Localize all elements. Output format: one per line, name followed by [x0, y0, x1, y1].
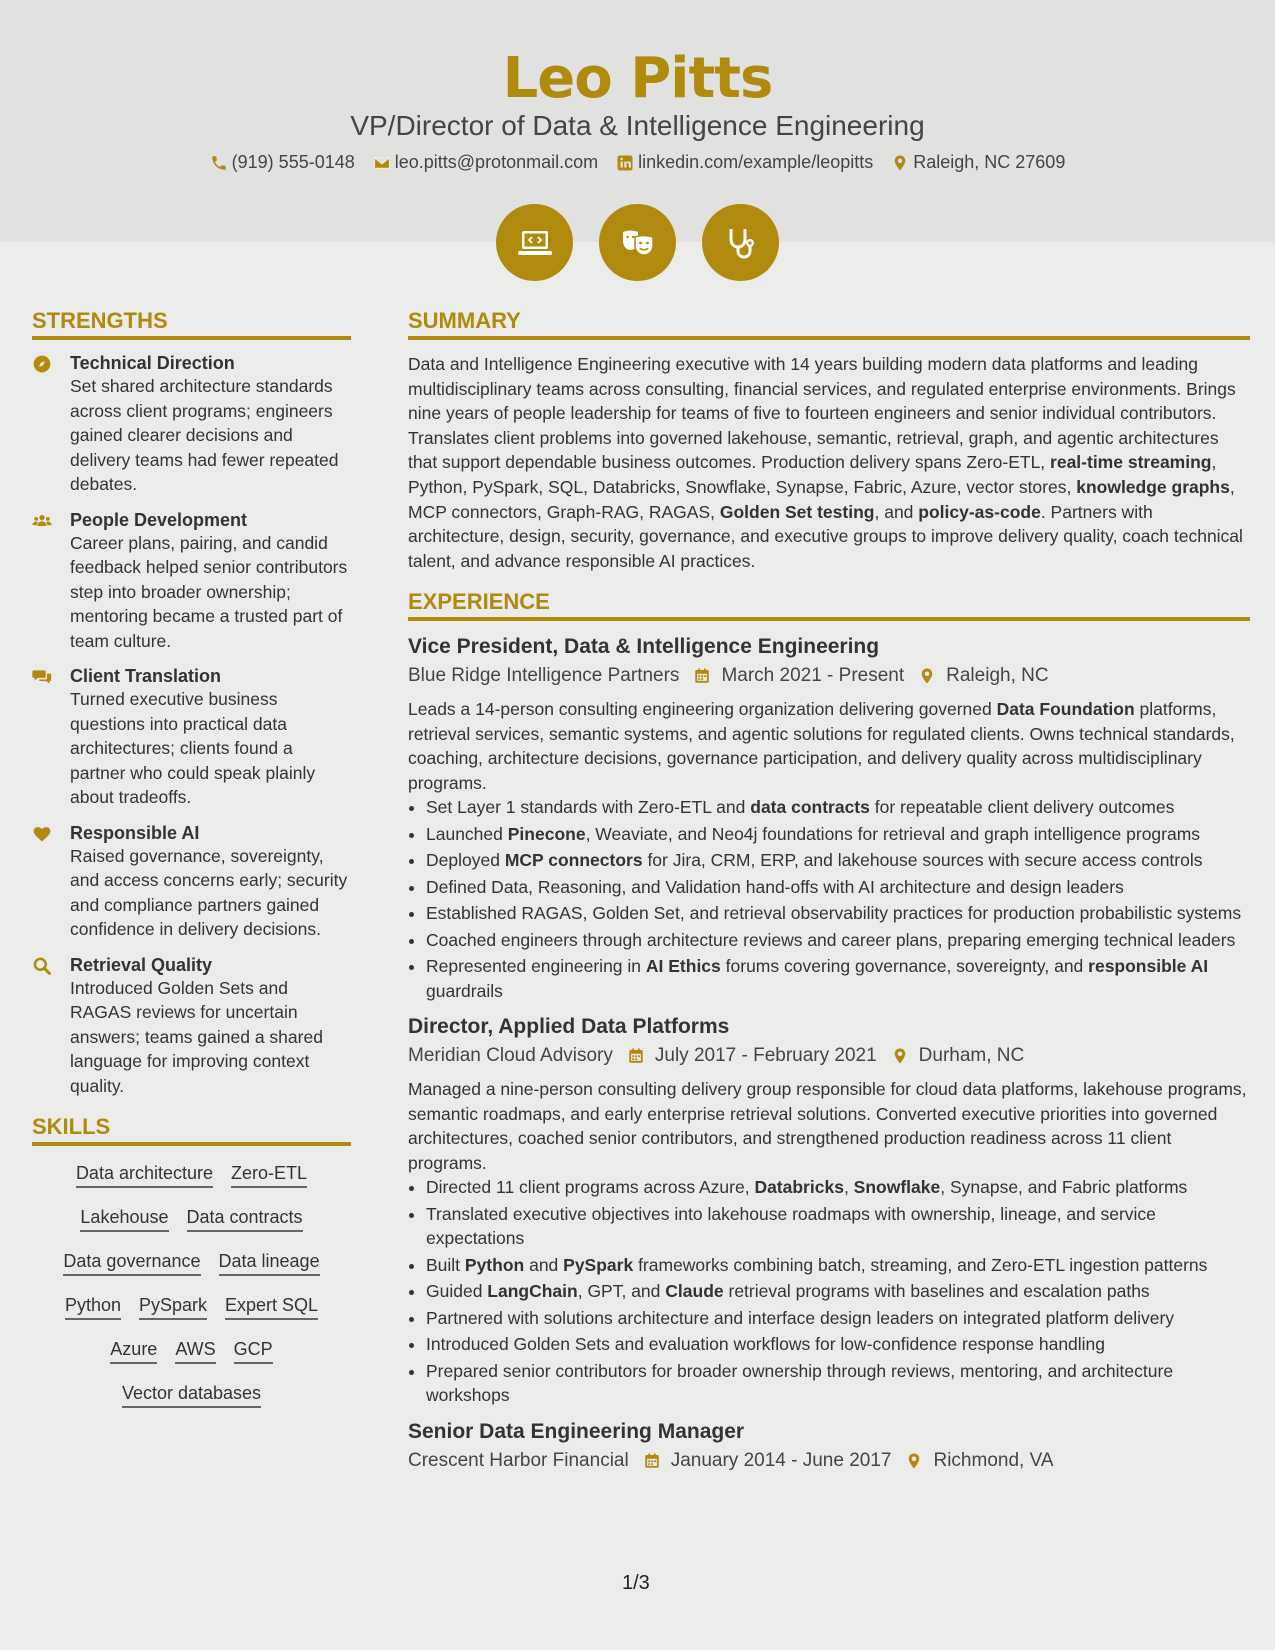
envelope-icon: [373, 154, 391, 172]
job-location: Richmond, VA: [933, 1449, 1054, 1471]
strength-item: [32, 822, 351, 942]
bullet-item: • Prepared senior contributors for broader ownership through reviews, mentoring, and architecture workshops: [426, 1359, 1250, 1408]
stethoscope-icon: [721, 223, 761, 263]
skill-tag: Vector databases: [122, 1382, 261, 1408]
bullet-item: • Introduced Golden Sets and evaluation workflows for low-confidence response handling: [426, 1332, 1250, 1357]
map-marker-icon: [891, 154, 909, 172]
experience-heading: EXPERIENCE: [408, 589, 1250, 621]
compass-icon: [32, 354, 52, 374]
summary-part: , and: [874, 501, 919, 522]
desc-bold: Data Foundation: [996, 699, 1135, 720]
contact-bar: [0, 152, 1275, 173]
job-location: Durham, NC: [918, 1045, 1025, 1067]
summary-heading: SUMMARY: [408, 308, 1250, 340]
strength-title: Client Translation: [70, 666, 222, 686]
summary-bold: Golden Set testing: [719, 501, 875, 522]
strength-desc: Set shared architecture standards across client programs; engineers gained clearer decisions and delivery teams had fewer repeated debates.: [70, 376, 339, 494]
strengths-heading: STRENGTHS: [32, 308, 351, 340]
badge-laptop: [496, 204, 573, 281]
heart-icon: [32, 824, 52, 844]
job-company: Meridian Cloud Advisory: [408, 1045, 613, 1067]
summary-part: . Partners with architecture, design, security, governance, and executive groups to improve delivery quality, coach technical talent, and advance responsible AI practices.: [408, 501, 1243, 571]
badge-masks: [599, 204, 676, 281]
job-location: Raleigh, NC: [946, 665, 1049, 687]
strength-desc: Introduced Golden Sets and RAGAS reviews for uncertain answers; teams gained a shared language for improving context quality.: [70, 977, 323, 1096]
badge-stethoscope: [702, 204, 779, 281]
comments-icon: [32, 667, 52, 687]
strength-item: [32, 954, 351, 1099]
job-entry: [408, 1013, 1250, 1408]
search-icon: [32, 956, 52, 976]
skill-tag: PySpark: [139, 1294, 207, 1320]
job-dates: January 2014 - June 2017: [670, 1449, 892, 1471]
summary-bold: policy-as-code: [918, 501, 1041, 522]
left-column: [32, 308, 351, 1408]
bullet-item: • Defined Data, Reasoning, and Validation hand-offs with AI architecture and design leaders: [426, 875, 1250, 900]
job-description: [408, 697, 1250, 795]
bullet-item: • Partnered with solutions architecture and interface design leaders on integrated platform delivery: [426, 1306, 1250, 1331]
job-dates: July 2017 - February 2021: [654, 1045, 877, 1067]
candidate-role: VP/Director of Data & Intelligence Engineering: [350, 110, 925, 141]
desc-part: platforms, retrieval services, semantic systems, and agentic solutions for regulated clients. Owns technical standards, coaching, architecture decisions, governance participation, and delivery quality across multidisciplinary programs.: [408, 699, 1235, 793]
strength-title: Technical Direction: [70, 353, 235, 373]
bullet-item: • Set Layer 1 standards with Zero-ETL and data contracts for repeatable client delivery outcomes: [426, 795, 1250, 820]
skills-list: [32, 1162, 351, 1408]
strength-desc: Raised governance, sovereignty, and access concerns early; security and compliance partners gained confidence in delivery decisions.: [70, 845, 348, 939]
header-band: [0, 0, 1275, 242]
summary-part: Data and Intelligence Engineering executive with 14 years building modern data platforms and leading multidisciplinary teams across consulting, financial services, and regulated enterprise environments. Brings nine years of people leadership for teams of five to fourteen engineers and senior individual contributors. Translates client problems into governed lakehouse, semantic, retrieval, graph, and agentic architectures that support dependable business outcomes. Production delivery spans Zero-ETL,: [408, 354, 1236, 473]
skill-tag: Azure: [110, 1338, 157, 1364]
job-description: Managed a nine-person consulting delivery group responsible for cloud data platforms, lakehouse programs, semantic roadmaps, and early enterprise retrieval solutions. Converted executive priorities into governed architectures, coached senior contributors, and strengthened production readiness across 11 client programs.: [408, 1079, 1247, 1173]
summary-text: [408, 352, 1250, 573]
calendar-icon: [627, 1047, 645, 1065]
strength-item: [32, 352, 351, 497]
contact-linkedin[interactable]: [616, 152, 873, 173]
bullet-item: • Launched Pinecone, Weaviate, and Neo4j foundations for retrieval and graph intelligence programs: [426, 822, 1250, 847]
bullet-item: • Coached engineers through architecture reviews and career plans, preparing emerging technical leaders: [426, 928, 1250, 953]
job-entry: [408, 633, 1250, 1003]
phone-text: (919) 555-0148: [231, 152, 355, 172]
phone-icon: [210, 154, 228, 172]
bullet-item: • Deployed MCP connectors for Jira, CRM, ERP, and lakehouse sources with secure access controls: [426, 848, 1250, 873]
skill-tag: Data governance: [63, 1250, 200, 1276]
map-marker-icon: [918, 667, 936, 685]
summary-part: , MCP connectors, Graph-RAG, RAGAS,: [408, 476, 1235, 522]
skill-tag: Zero-ETL: [231, 1162, 307, 1188]
skill-tag: Data contracts: [187, 1206, 303, 1232]
job-meta: [408, 1448, 1250, 1474]
strength-title: Responsible AI: [70, 822, 200, 843]
contact-location: [891, 152, 1065, 173]
candidate-name: Leo Pitts: [502, 46, 773, 111]
bullet-item: • Directed 11 client programs across Azure, Databricks, Snowflake, Synapse, and Fabric platforms: [426, 1175, 1250, 1200]
job-company: Crescent Harbor Financial: [408, 1449, 629, 1471]
bullet-item: • Guided LangChain, GPT, and Claude retrieval programs with baselines and escalation paths: [426, 1279, 1250, 1304]
badge-icons: [0, 204, 1275, 281]
skill-tag: Data architecture: [76, 1162, 213, 1188]
linkedin-icon: [616, 154, 634, 172]
skill-tag: Lakehouse: [80, 1206, 168, 1232]
desc-part: Leads a 14-person consulting engineering organization delivering governed: [408, 699, 997, 720]
theater-masks-icon: [618, 223, 658, 263]
job-bullets: [408, 1175, 1250, 1408]
skill-tag: Data lineage: [219, 1250, 320, 1276]
right-column: [408, 308, 1250, 1482]
calendar-icon: [693, 667, 711, 685]
summary-bold: knowledge graphs: [1076, 476, 1230, 497]
linkedin-text: linkedin.com/example/leopitts: [638, 152, 874, 172]
strength-desc: Career plans, pairing, and candid feedback helped senior contributors step into broader ownership; mentoring became a trusted part of team culture.: [70, 532, 348, 651]
strength-title: Retrieval Quality: [70, 954, 213, 975]
summary-bold: real-time streaming: [1050, 452, 1212, 473]
job-meta: [408, 663, 1250, 689]
job-dates: March 2021 - Present: [721, 665, 905, 687]
job-title: Vice President, Data & Intelligence Engineering: [408, 635, 880, 659]
strength-title: People Development: [70, 509, 248, 530]
bullet-item: • Represented engineering in AI Ethics forums covering governance, sovereignty, and responsible AI guardrails: [426, 954, 1250, 1003]
strength-item: [32, 509, 351, 654]
email-text: leo.pitts@protonmail.com: [394, 152, 599, 172]
calendar-icon: [643, 1452, 661, 1470]
contact-phone[interactable]: [210, 152, 355, 173]
skill-tag: AWS: [175, 1338, 215, 1364]
skill-tag: GCP: [234, 1338, 273, 1364]
map-marker-icon: [905, 1452, 923, 1470]
skill-tag: Expert SQL: [225, 1294, 318, 1320]
job-title: Director, Applied Data Platforms: [408, 1015, 730, 1039]
laptop-code-icon: [515, 223, 555, 263]
skills-heading: SKILLS: [32, 1114, 351, 1146]
map-marker-icon: [891, 1047, 909, 1065]
skill-tag: Python: [65, 1294, 121, 1320]
job-company: Blue Ridge Intelligence Partners: [408, 665, 680, 687]
contact-email[interactable]: [373, 152, 598, 173]
strength-item: [32, 665, 351, 810]
page-number: 1/3: [622, 1572, 650, 1594]
bullet-item: • Translated executive objectives into lakehouse roadmaps with ownership, lineage, and service expectations: [426, 1202, 1250, 1251]
location-text: Raleigh, NC 27609: [913, 152, 1066, 172]
bullet-item: • Established RAGAS, Golden Set, and retrieval observability practices for production probabilistic systems: [426, 901, 1250, 926]
job-entry: [408, 1418, 1250, 1474]
summary-part: , Python, PySpark, SQL, Databricks, Snowflake, Synapse, Fabric, Azure, vector stores,: [408, 452, 1217, 497]
users-icon: [32, 511, 52, 531]
strength-desc: Turned executive business questions into practical data architectures; clients found a partner who could speak plainly about tradeoffs.: [70, 689, 316, 807]
job-meta: [408, 1043, 1250, 1069]
bullet-item: • Built Python and PySpark frameworks combining batch, streaming, and Zero-ETL ingestion patterns: [426, 1253, 1250, 1278]
job-title: Senior Data Engineering Manager: [408, 1419, 745, 1443]
job-bullets: [408, 795, 1250, 1003]
